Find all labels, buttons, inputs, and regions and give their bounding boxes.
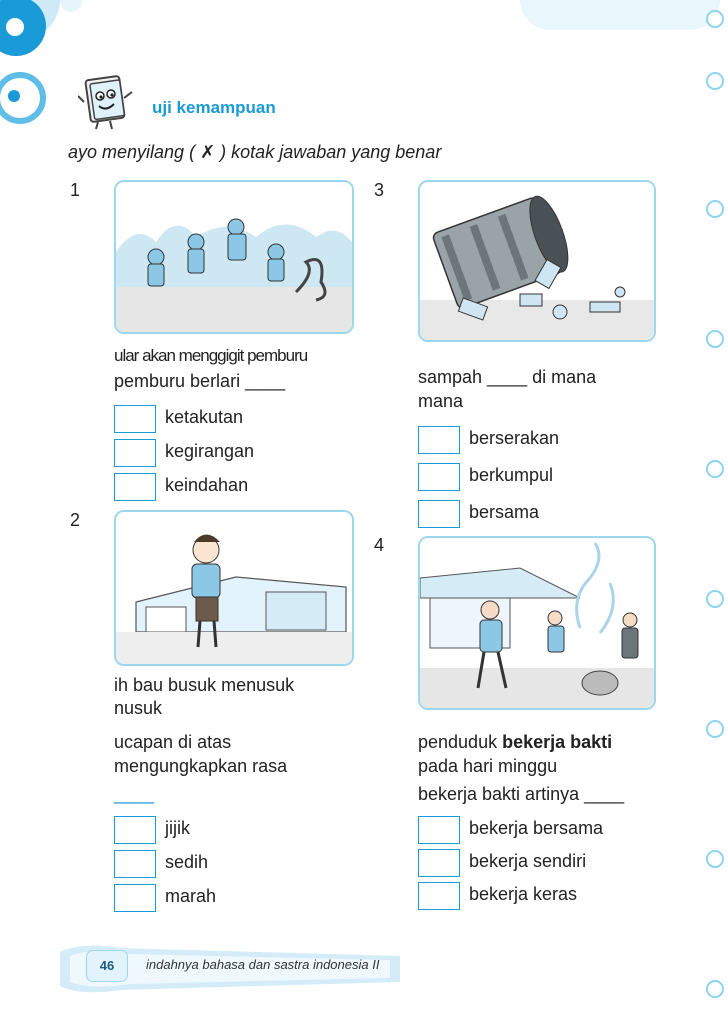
bullet-circle-icon xyxy=(8,90,20,102)
header-decoration xyxy=(0,0,728,40)
option-label: sedih xyxy=(165,852,209,872)
answer-checkbox[interactable] xyxy=(418,500,460,528)
binding-ring xyxy=(706,10,724,28)
page-number: 46 xyxy=(86,950,128,982)
instruction-text: ayo menyilang ( ✗ ) kotak jawaban yang benar xyxy=(68,142,442,162)
binding-ring xyxy=(706,590,724,608)
answer-blank: ____ xyxy=(114,784,155,804)
binding-ring xyxy=(706,200,724,218)
option-label: keindahan xyxy=(165,475,249,495)
answer-checkbox[interactable] xyxy=(418,849,460,877)
answer-checkbox[interactable] xyxy=(114,473,156,501)
option-label: bekerja sendiri xyxy=(469,851,587,871)
question-4-statement: pada hari minggu xyxy=(418,756,558,776)
question-2-prompt-line: ucapan di atas xyxy=(114,732,232,752)
cross-mark-icon: ✗ xyxy=(200,142,216,162)
question-2-prompt-line: mengungkapkan rasa xyxy=(114,756,288,776)
option-label: ketakutan xyxy=(165,407,244,427)
bullet-circle-icon xyxy=(6,18,24,36)
section-title: uji kemampuan xyxy=(152,98,276,117)
question-4-prompt: bekerja bakti artinya ____ xyxy=(418,784,625,804)
binding-ring xyxy=(706,980,724,998)
answer-checkbox[interactable] xyxy=(418,882,460,910)
option-label: berserakan xyxy=(469,428,560,448)
answer-checkbox[interactable] xyxy=(418,463,460,491)
question-2-statement-line: ih bau busuk menusuk xyxy=(114,675,295,695)
binding-ring xyxy=(706,720,724,738)
question-3-prompt-line: sampah ____ di mana xyxy=(418,367,597,387)
binding-ring xyxy=(706,850,724,868)
question-3-picture xyxy=(418,180,656,342)
binding-ring xyxy=(706,460,724,478)
answer-checkbox[interactable] xyxy=(114,884,156,912)
option-label: bekerja bersama xyxy=(469,818,604,838)
question-number: 2 xyxy=(70,510,81,530)
option-label: bekerja keras xyxy=(469,884,578,904)
option-label: bersama xyxy=(469,502,540,522)
question-3-prompt-line: mana xyxy=(418,391,464,411)
question-2-picture xyxy=(114,510,354,666)
blue-ring-icon xyxy=(0,72,46,124)
option-label: kegirangan xyxy=(165,441,255,461)
answer-checkbox[interactable] xyxy=(418,426,460,454)
answer-checkbox[interactable] xyxy=(418,816,460,844)
option-label: berkumpul xyxy=(469,465,554,485)
option-label: marah xyxy=(165,886,217,906)
question-number: 1 xyxy=(70,180,81,200)
answer-checkbox[interactable] xyxy=(114,816,156,844)
option-label: jijik xyxy=(165,818,190,838)
question-number: 3 xyxy=(374,180,385,200)
question-4-picture xyxy=(418,536,656,710)
book-mascot-icon xyxy=(78,72,136,130)
question-4-statement: penduduk bekerja bakti xyxy=(418,732,613,752)
question-1-statement: ular akan menggigit pemburu xyxy=(114,346,308,365)
answer-checkbox[interactable] xyxy=(114,405,156,433)
question-1-prompt: pemburu berlari ____ xyxy=(114,371,286,391)
answer-checkbox[interactable] xyxy=(114,439,156,467)
question-1-picture xyxy=(114,180,354,334)
answer-checkbox[interactable] xyxy=(114,850,156,878)
question-number: 4 xyxy=(374,535,385,555)
binding-ring xyxy=(706,72,724,90)
binding-ring xyxy=(706,330,724,348)
question-2-statement-line: nusuk xyxy=(114,698,163,718)
book-title: indahnya bahasa dan sastra indonesia II xyxy=(146,957,380,972)
